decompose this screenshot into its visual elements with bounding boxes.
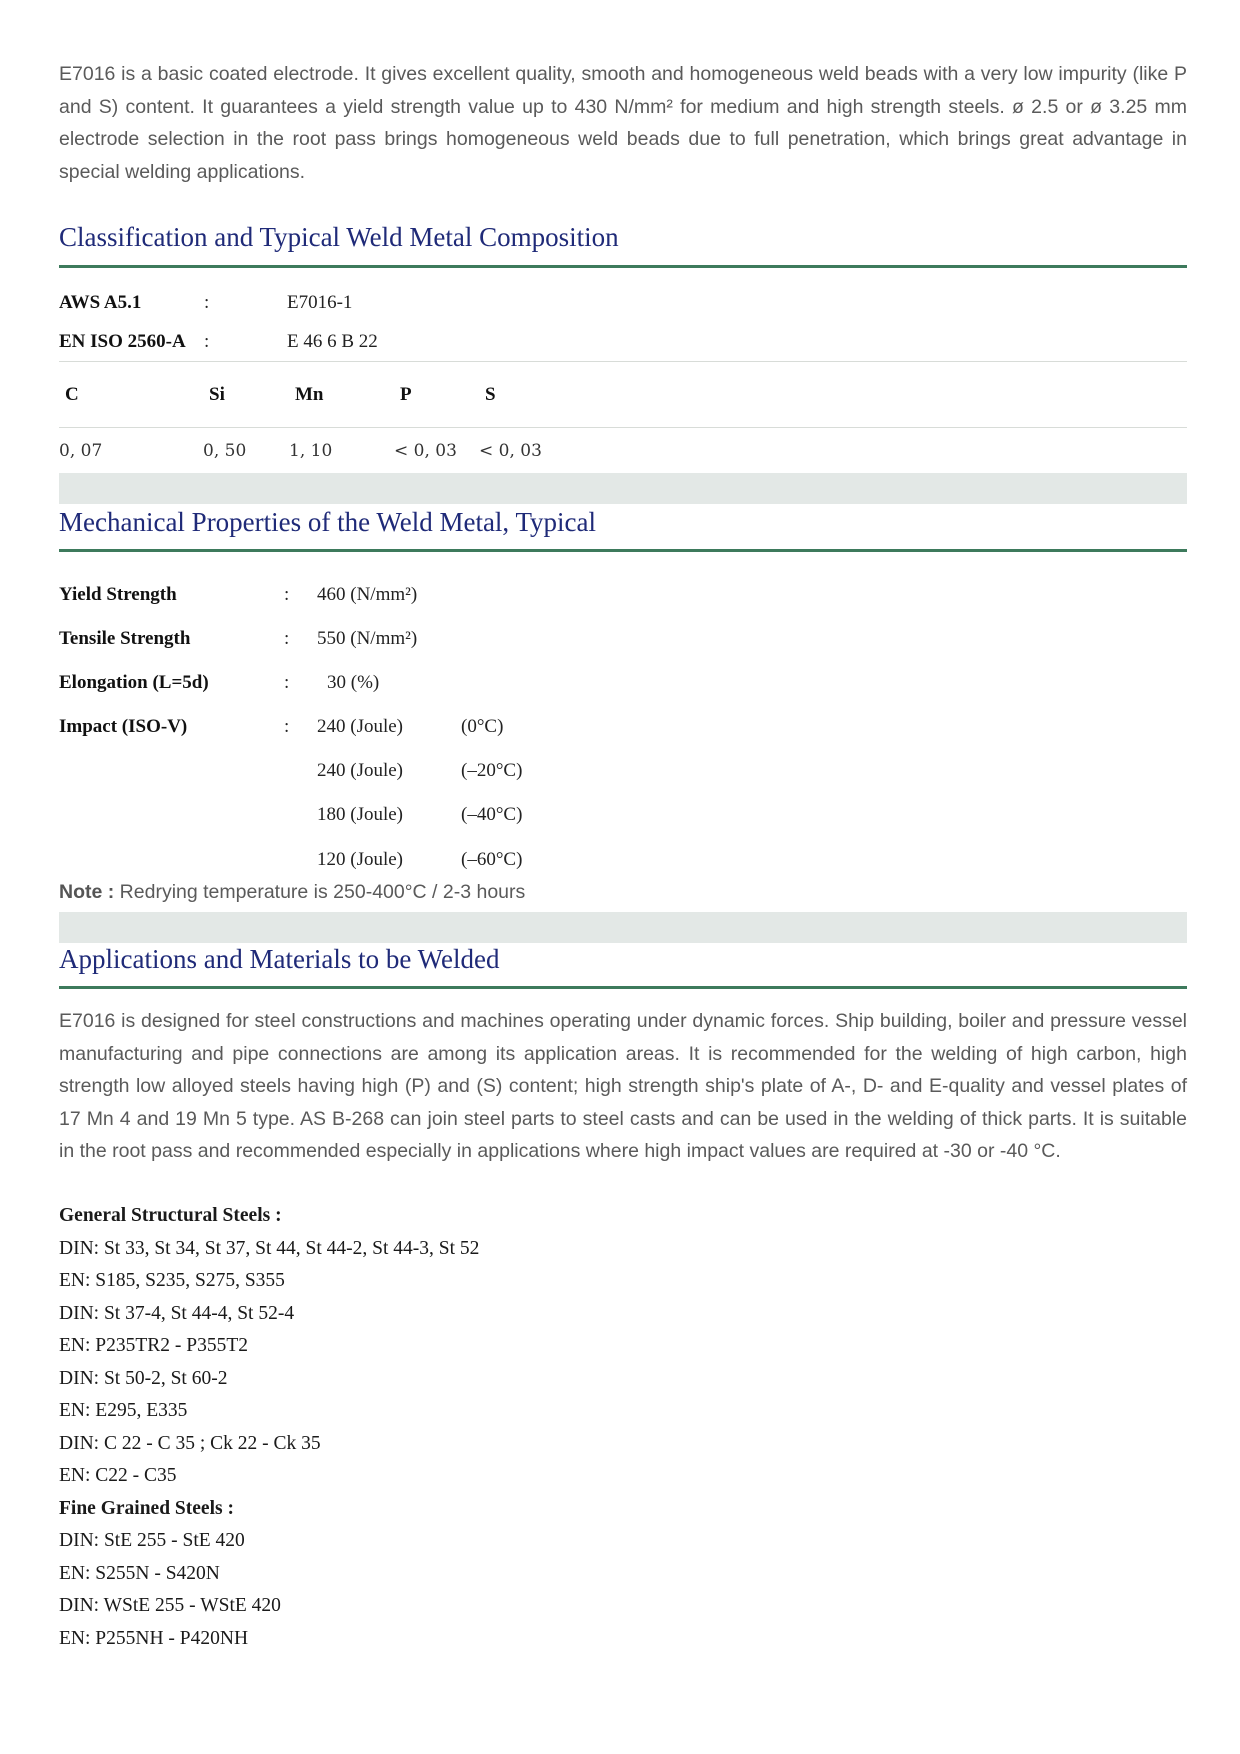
intro-paragraph: E7016 is a basic coated electrode. It gives excellent quality, smooth and homogeneous weld beads with a very low impurity (like P and S) content. It guarantees a yield strength value up to 430 N/mm² for medium and high strength steels. ø 2.5 or ø 3.25 mm electrode selection in the root pass brings homogeneous weld beads due to full penetration, which brings great advantage in special welding applications. [59,63,1187,183]
impact-temp: (–40°C) [461,804,523,825]
section-band [59,912,1187,943]
mech-sep-yield: : [284,584,290,605]
material-item: EN: E295, E335 [59,1400,188,1421]
impact-energy: 240 (Joule) [317,760,404,781]
impact-temp: (–20°C) [461,760,523,781]
mech-label-yield: Yield Strength [59,584,177,605]
composition-header-si: Si [209,384,225,405]
note-label: Note : [59,881,115,903]
standard-value-en-iso: E 46 6 B 22 [287,331,378,352]
material-item: EN: S185, S235, S275, S355 [59,1270,285,1291]
standard-value-aws: E7016-1 [287,292,353,313]
material-item: EN: P255NH - P420NH [59,1627,249,1649]
standard-label-en-iso: EN ISO 2560-A [59,331,186,352]
material-item: DIN: WStE 255 - WStE 420 [59,1595,281,1616]
mech-value-elongation: 30 (%) [327,672,380,693]
impact-energy: 240 (Joule) [317,716,404,737]
materials-list [59,1200,539,1655]
impact-energy: 180 (Joule) [317,804,404,825]
mech-value-yield: 460 (N/mm²) [317,584,418,605]
material-item: DIN: St 50-2, St 60-2 [59,1367,228,1389]
mech-sep-elongation: : [284,672,290,693]
composition-header-c: C [65,384,79,405]
composition-value-s: < 0, 03 [479,441,542,461]
materials-subheading-fine: Fine Grained Steels : [59,1497,234,1519]
mech-label-tensile: Tensile Strength [59,628,191,649]
impact-temp: (–60°C) [461,849,523,870]
composition-header-s: S [485,384,496,405]
materials-subheading-general: General Structural Steels : [59,1205,282,1226]
impact-temp: (0°C) [461,716,504,737]
section-heading-mechanical: Mechanical Properties of the Weld Metal, Typical [59,507,597,537]
section-heading-classification: Classification and Typical Weld Metal Composition [59,222,619,252]
material-item: EN: P235TR2 - P355T2 [59,1335,249,1356]
material-item: EN: S255N - S420N [59,1562,220,1584]
composition-value-si: 0, 50 [203,441,247,461]
composition-value-mn: 1, 10 [289,441,333,461]
section-band [59,473,1187,504]
table-top-rule [59,361,1187,362]
mech-sep-tensile: : [284,628,290,649]
section-divider [59,265,1187,268]
table-mid-rule [59,427,1187,428]
material-item: DIN: St 33, St 34, St 37, St 44, St 44-2, St 44-3, St 52 [59,1237,480,1259]
section-heading-applications: Applications and Materials to be Welded [59,944,500,974]
mech-value-tensile: 550 (N/mm²) [317,628,418,649]
section-divider [59,986,1187,989]
material-item: EN: C22 - C35 [59,1465,177,1486]
impact-energy: 120 (Joule) [317,849,404,870]
material-item: DIN: C 22 - C 35 ; Ck 22 - Ck 35 [59,1432,321,1454]
standard-label-aws: AWS A5.1 [59,292,142,313]
composition-value-c: 0, 07 [59,441,103,461]
composition-value-p: < 0, 03 [394,441,457,461]
section-divider [59,549,1187,552]
material-item: DIN: St 37-4, St 44-4, St 52-4 [59,1302,295,1324]
mech-sep-impact: : [284,716,290,737]
standard-sep-en-iso: : [204,331,210,352]
composition-header-mn: Mn [295,384,324,405]
composition-header-p: P [400,384,412,405]
note [59,881,525,904]
mech-label-impact: Impact (ISO-V) [59,716,188,737]
standard-sep-aws: : [204,292,210,313]
mech-label-elongation: Elongation (L=5d) [59,672,209,693]
applications-paragraph: E7016 is designed for steel constructions and machines operating under dynamic forces. Ship building, boiler and pressure vessel manufacturing and pipe connections are among its application areas. It is recommended for the welding of high carbon, high strength low alloyed steels having high (P) and (S) content; high strength ship's plate of A-, D- and E-quality and vessel plates of 17 Mn 4 and 19 Mn 5 type. AS B-268 can join steel parts to steel casts and can be used in the welding of thick parts. It is suitable in the root pass and recommended especially in applications where high impact values are required at -30 or -40 °C. [59,1010,1187,1162]
note-text: Redrying temperature is 250-400°C / 2-3 hours [119,881,526,903]
material-item: DIN: StE 255 - StE 420 [59,1530,245,1551]
